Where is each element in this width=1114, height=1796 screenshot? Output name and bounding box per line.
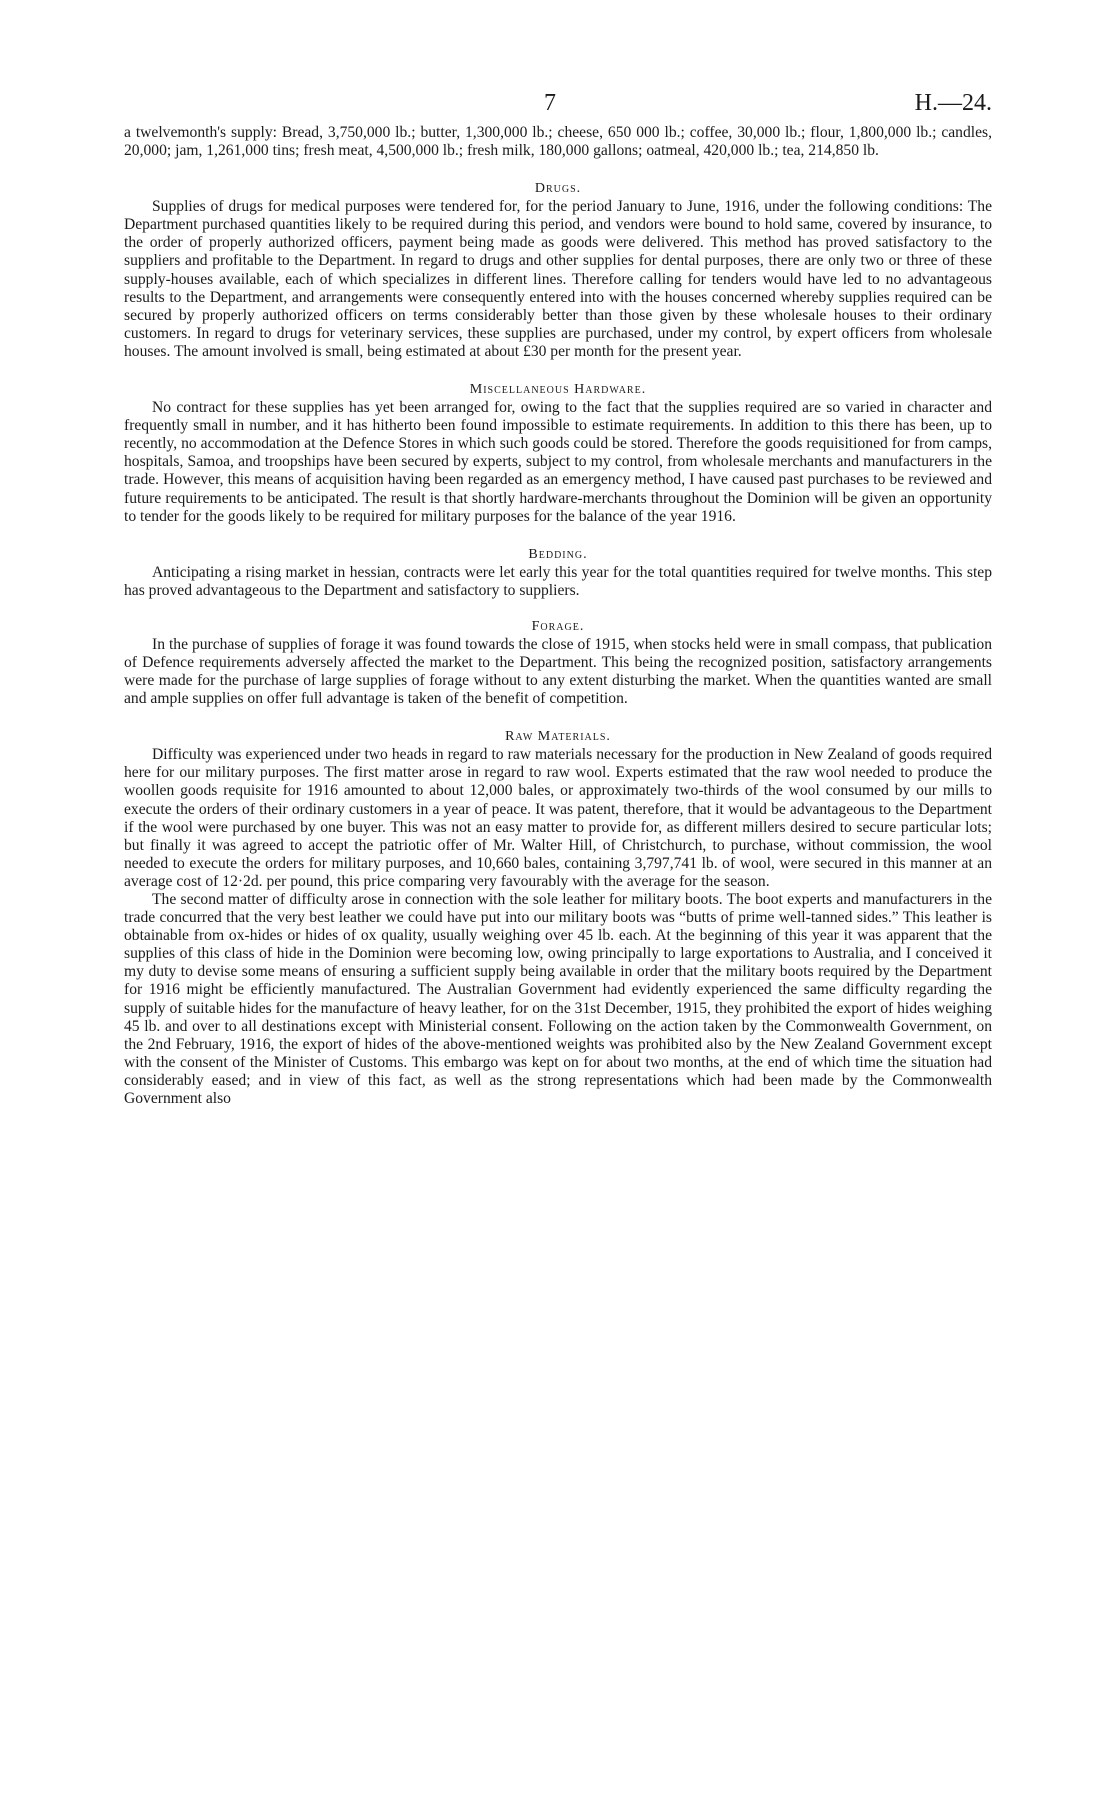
- forage-paragraph: In the purchase of supplies of forage it was found towards the close of 1915, when stocks held were in small compass, that publication of Defence requirements adversely affected the market to the Department. This being the recognized position, satisfactory arrangements were made for the purchase of large supplies of forage without to any extent disturbing the market. When the quantities wanted are small and ample supplies on offer full advantage is taken of the benefit of competition.: [124, 635, 992, 708]
- heading-raw-materials: Raw Materials.: [505, 729, 611, 745]
- bedding-paragraph: Anticipating a rising market in hessian, contracts were let early this year for the total quantities required for twelve months. This step has proved advantageous to the Department and satisfactory to suppliers.: [124, 563, 992, 599]
- heading-miscellaneous-hardware: Miscellaneous Hardware.: [469, 382, 647, 398]
- raw-materials-paragraph-wool: Difficulty was experienced under two heads in regard to raw materials necessary for the production in New Zealand of goods required here for our military purposes. The first matter arose in regard to raw wool. Experts estimated that the raw wool needed to produce the woollen goods requisite for 1916 amounted to about 12,000 bales, or approximately two-thirds of the wool consumed by our mills to execute the orders of their ordinary customers in a year of peace. It was patent, therefore, that it would be advantageous to the Department if the wool were purchased by one buyer. This was not an easy matter to provide for, as different millers desired to secure particular lots; but finally it was agreed to accept the patriotic offer of Mr. Walter Hill, of Christchurch, to purchase, without commission, the wool needed to execute the orders for military purposes, and 10,660 bales, containing 3,797,741 lb. of wool, were secured in this manner at an average cost of 12·2d. per pound, this price comparing very favourably with the average for the season.: [124, 746, 992, 890]
- heading-bedding: Bedding.: [528, 546, 588, 562]
- hardware-paragraph: No contract for these supplies has yet been arranged for, owing to the fact that the supplies required are so varied in character and frequently small in number, and it has hitherto been found impossible to estimate requirements. In addition to this there has been, up to recently, no accommodation at the Defence Stores in which such goods could be stored. Therefore the goods requisitioned for from camps, hospitals, Samoa, and troopships have been secured by experts, subject to my control, from wholesale merchants and manufacturers in the trade. However, this means of acquisition having been regarded as an emergency method, I have caused past purchases to be reviewed and future requirements to be anticipated. The result is that shortly hardware-merchants throughout the Dominion will be given an opportunity to tender for the goods likely to be required for military purposes for the balance of the year 1916.: [124, 399, 992, 525]
- drugs-paragraph: Supplies of drugs for medical purposes were tendered for, for the period January to June, 1916, under the following conditions: The Department purchased quantities likely to be required during this period, and vendors were bound to hold same, covered by insurance, to the order of properly authorized officers, payment being made as goods were delivered. This method has proved satisfactory to the suppliers and profitable to the Department. In regard to drugs and other supplies for dental purposes, there are only two or three of these supply-houses available, each of which specializes in different lines. Therefore calling for tenders would have led to no advantageous results to the Department, and arrangements were consequently entered into with the houses concerned whereby supplies required can be secured by properly authorized officers on terms considerably better than those given by these wholesale houses to their ordinary customers. In regard to drugs for veterinary services, these supplies are purchased, under my control, by expert officers from wholesale houses. The amount involved is small, being estimated at about £30 per month for the present year.: [124, 198, 992, 360]
- intro-paragraph: a twelvemonth's supply: Bread, 3,750,000 lb.; butter, 1,300,000 lb.; cheese, 650 000 lb.; coffee, 30,000 lb.; flour, 1,800,000 lb.; candles, 20,000; jam, 1,261,000 tins; fresh meat, 4,500,000 lb.; fresh milk, 180,000 gallons; oatmeal, 420,000 lb.; tea, 214,850 lb.: [124, 124, 992, 160]
- raw-materials-paragraph-leather: The second matter of difficulty arose in connection with the sole leather for military boots. The boot experts and manufacturers in the trade concurred that the very best leather we could have put into our military boots was “butts of prime well-tanned sides.” This leather is obtainable from ox-hides or hides of ox quality, usually weighing over 45 lb. each. At the beginning of this year it was apparent that the supplies of this class of hide in the Dominion were becoming low, owing principally to large exportations to Australia, and I conceived it my duty to devise some means of ensuring a sufficient supply being available in order that the military boots required by the Department for 1916 might be efficiently manufactured. The Australian Government had evidently experienced the same difficulty regarding the supply of suitable hides for the manufacture of heavy leather, for on the 31st December, 1915, they prohibited the export of hides weighing 45 lb. and over to all destinations except with Ministerial consent. Following on the action taken by the Commonwealth Government, on the 2nd February, 1916, the export of hides of the above-mentioned weights was prohibited also by the New Zealand Government except with the consent of the Minister of Customs. This embargo was kept on for about two months, at the end of which time the situation had considerably eased; and in view of this fact, as well as the strong representations which had been made by the Commonwealth Government also: [124, 891, 992, 1108]
- document-reference: H.—24.: [914, 90, 992, 116]
- document-page: [124, 90, 992, 1108]
- heading-forage: Forage.: [531, 618, 585, 634]
- page-header: [124, 90, 992, 124]
- page-number: 7: [544, 90, 556, 116]
- heading-drugs: Drugs.: [534, 181, 582, 197]
